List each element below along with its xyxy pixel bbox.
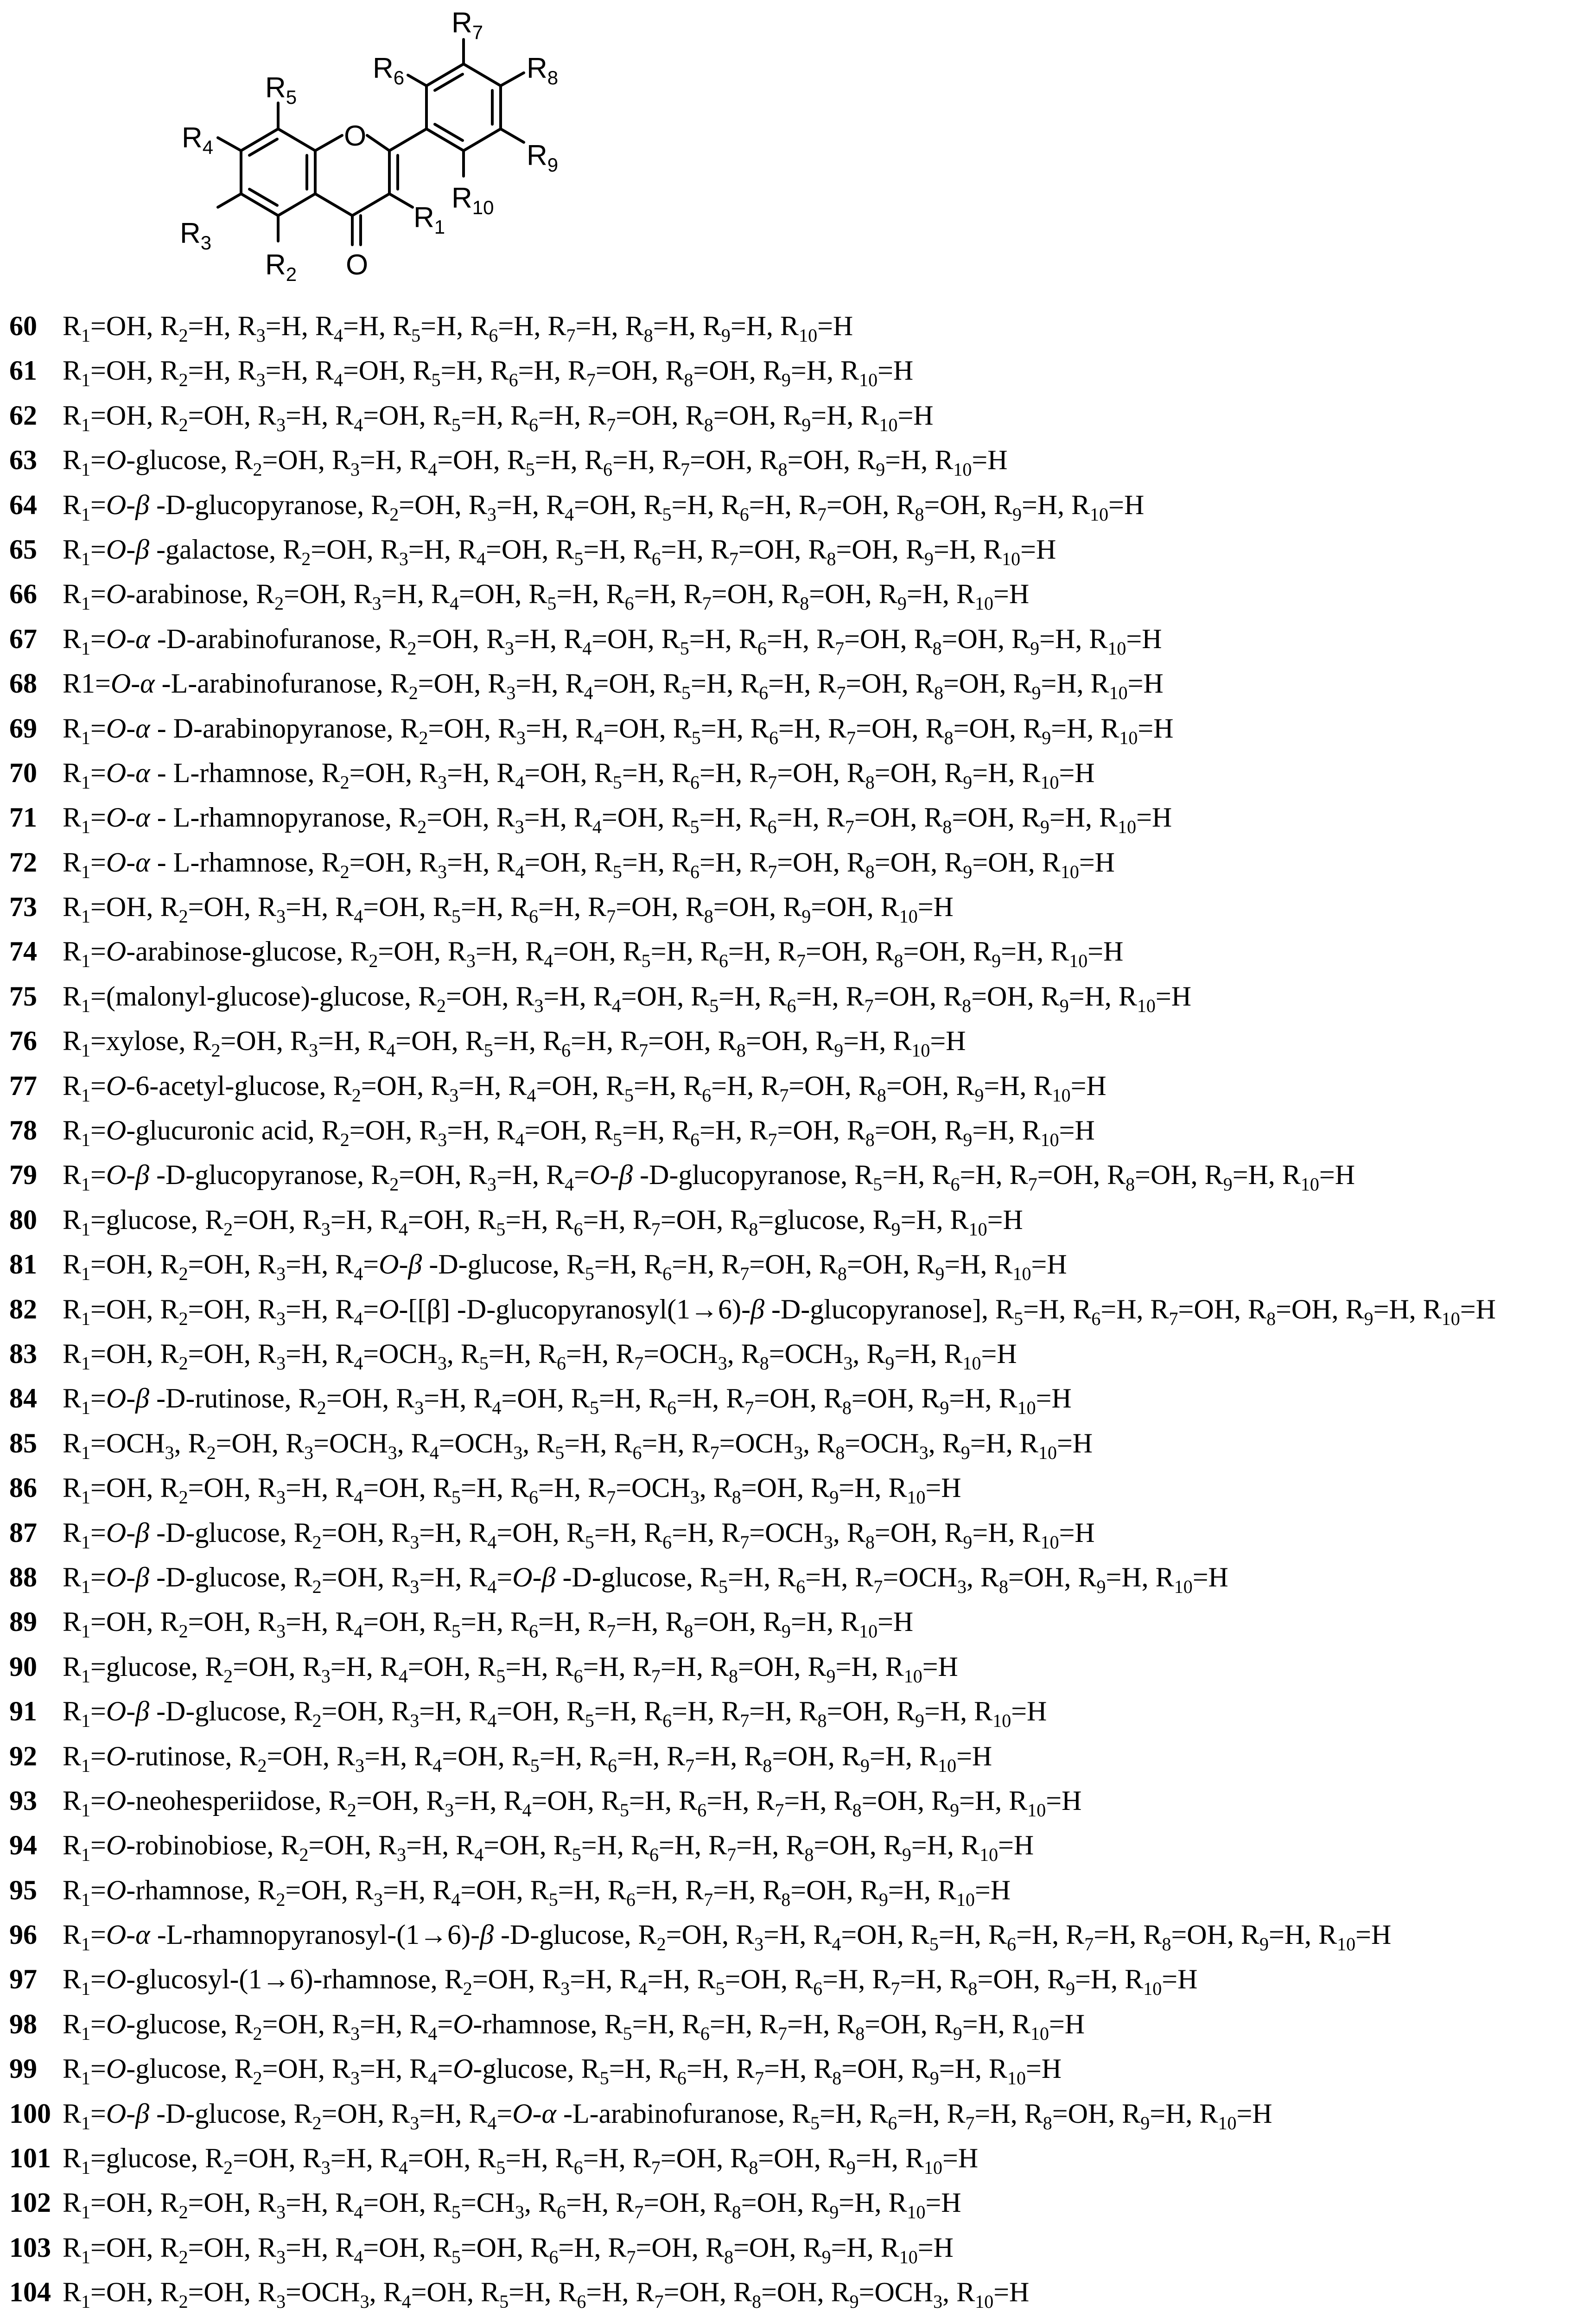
compound-row — [9, 1644, 1595, 1689]
compound-row — [9, 572, 1595, 616]
compound-row — [9, 438, 1595, 482]
compound-row — [9, 1197, 1595, 1242]
compound-number: 79 — [9, 1159, 37, 1191]
compound-row — [9, 1331, 1595, 1376]
compound-row — [9, 706, 1595, 751]
compound-row — [9, 2091, 1595, 2136]
compound-row — [9, 1957, 1595, 2001]
substituent-text: $R_1=glucose$, $R_2=OH$, $R_3=H$, $R_4=OH$, $R_5=H$, $R_6=H$, $R_7=OH$, $R_8=OH$, $R_9=H$, $R_{10}=H$ — [63, 2143, 979, 2178]
carbonyl-oxygen-label: O — [346, 249, 369, 281]
r9-label: $R_9$ — [527, 140, 559, 176]
compound-number: 74 — [9, 936, 37, 967]
substituent-text: $R_1=O-\beta$ -D-glucopyranose, $R_2=OH$, $R_3=H$, $R_4=O-\beta$ -D-glucopyranose, $R_5=H$, $R_6=H$, $R_7=OH$, $R_8=OH$, $R_9=H$, $R_{10}=H$ — [63, 1159, 1355, 1195]
compound-number: 62 — [9, 400, 37, 431]
compound-row — [9, 1465, 1595, 1510]
compound-number: 73 — [9, 892, 37, 923]
compound-row — [9, 1063, 1595, 1108]
compound-number: 82 — [9, 1293, 37, 1325]
compound-row — [9, 1778, 1595, 1823]
substituent-text: $R_1=O$-glucose, $R_2=OH$, $R_3=H$, $R_4=OH$, $R_5=H$, $R_6=H$, $R_7=OH$, $R_8=OH$, $R_9=H$, $R_{10}=H$ — [63, 445, 1008, 480]
compound-number: 84 — [9, 1383, 37, 1414]
compound-number: 78 — [9, 1115, 37, 1146]
r1-label: $R_1$ — [413, 202, 445, 238]
compound-number: 103 — [9, 2232, 51, 2263]
substituent-text: $R_1=OH$, $R_2=H$, $R_3=H$, $R_4=H$, $R_5=H$, $R_6=H$, $R_7=H$, $R_8=H$, $R_9=H$, $R_{10}=H$ — [63, 311, 853, 346]
compound-row — [9, 2136, 1595, 2180]
substituent-list — [9, 304, 1595, 2318]
compound-number: 87 — [9, 1517, 37, 1548]
compound-number: 61 — [9, 355, 37, 386]
compound-row — [9, 483, 1595, 527]
compound-row — [9, 1912, 1595, 1957]
r10-label: $R_{10}$ — [451, 182, 494, 218]
substituent-text: $R_1=O$-glucuronic acid, $R_2=OH$, $R_3=H$, $R_4=OH$, $R_5=H$, $R_6=H$, $R_7=OH$, $R_8=OH$, $R_9=H$, $R_{10}=H$ — [63, 1115, 1095, 1151]
compound-row — [9, 527, 1595, 572]
substituent-text: $R_1=O-\beta$ -D-glucose, $R_2=OH$, $R_3=H$, $R_4=O-\alpha$ -L-arabinofuranose, $R_5=H$, $R_6=H$, $R_7=H$, $R_8=OH$, $R_9=H$, $R_{10}=H$ — [63, 2098, 1272, 2133]
r2-label: $R_2$ — [265, 249, 297, 285]
compound-number: 102 — [9, 2187, 51, 2218]
compound-row — [9, 1153, 1595, 1197]
compound-number: 96 — [9, 1919, 37, 1950]
compound-number: 104 — [9, 2277, 51, 2308]
substituent-text: $R_1=O-\alpha$ - L-rhamnopyranose, $R_2=OH$, $R_3=H$, $R_4=OH$, $R_5=H$, $R_6=H$, $R_7=OH$, $R_8=OH$, $R_9=H$, $R_{10}=H$ — [63, 802, 1172, 838]
compound-number: 100 — [9, 2098, 51, 2129]
compound-row — [9, 1242, 1595, 1286]
substituent-text: $R_1=OH$, $R_2=OH$, $R_3=H$, $R_4=OH$, $R_5=H$, $R_6=H$, $R_7=OH$, $R_8=OH$, $R_9=H$, $R_{10}=H$ — [63, 400, 934, 435]
ring-oxygen-label: O — [344, 120, 367, 152]
compound-number — [9, 2315, 63, 2318]
r5-label: $R_5$ — [265, 72, 297, 108]
compound-row — [9, 304, 1595, 348]
compound-number: 86 — [9, 1472, 37, 1503]
compound-number: 80 — [9, 1204, 37, 1235]
compound-row — [9, 2002, 1595, 2046]
compound-row — [9, 2180, 1595, 2225]
substituent-text: $R_1=O-\beta$ -D-glucose, $R_2=OH$, $R_3=H$, $R_4=O-\beta$ -D-glucose, $R_5=H$, $R_6=H$, $R_7=OCH_3$, $R_8=OH$, $R_9=H$, $R_{10}=H$ — [63, 1561, 1228, 1597]
compound-row — [9, 840, 1595, 885]
substituent-text: $R_1=OH$, $R_2=OH$, $R_3=H$, $R_4=OH$, $R_5=OH$, $R_6=H$, $R_7=OH$, $R_8=OH$, $R_9=H$, $R_{10}=H$ — [63, 2232, 954, 2267]
compound-row — [9, 1689, 1595, 1733]
substituent-text: $R_1=O$-rutinose, $R_2=OH$, $R_3=H$, $R_4=OH$, $R_5=H$, $R_6=H$, $R_7=H$, $R_8=OH$, $R_9=H$, $R_{10}=H$ — [63, 1740, 992, 1776]
compound-row — [9, 2270, 1595, 2314]
compound-number: 60 — [9, 311, 37, 341]
compound-row — [9, 1599, 1595, 1644]
compound-row — [9, 661, 1595, 706]
compound-number: 89 — [9, 1606, 37, 1637]
compound-number: 101 — [9, 2143, 51, 2174]
substituent-text: $R_1=O$-glucose, $R_2=OH$, $R_3=H$, $R_4=O$-rhamnose, $R_5=H$, $R_6=H$, $R_7=H$, $R_8=OH$, $R_9=H$, $R_{10}=H$ — [63, 2008, 1085, 2044]
compound-number: 66 — [9, 579, 37, 610]
flavonol-core-structure — [130, 0, 686, 306]
compound-number: 98 — [9, 2008, 37, 2039]
compound-number: 63 — [9, 445, 37, 476]
substituent-text: $R_1=OH$, $R_2=H$, $R_3=H$, $R_4=OH$, $R_5=H$, $R_6=H$, $R_7=OH$, $R_8=OH$, $R_9=H$, $R_{10}=H$ — [63, 355, 914, 391]
substituent-text: $R_1=O-glucosyl-(1\to 6)$-rhamnose, $R_2=OH$, $R_3=H$, $R_4=H$, $R_5=OH$, $R_6=H$, $R_7=H$, $R_8=OH$, $R_9=H$, $R_{10}=H$ — [63, 1964, 1198, 2000]
compound-row — [9, 1734, 1595, 1778]
substituent-text: $R_1=OCH_3$, $R_2=OH$, $R_3=OCH_3$, $R_4=OCH_3$, $R_5=H$, $R_6=H$, $R_7=OCH_3$, $R_8=OCH_3$, $R_9=H$, $R_{10}=H$ — [63, 1427, 1093, 1463]
compound-row — [9, 2225, 1595, 2270]
substituent-text: $R_1=O-\alpha$ - D-arabinopyranose, $R_2=OH$, $R_3=H$, $R_4=OH$, $R_5=H$, $R_6=H$, $R_7=OH$, $R_8=OH$, $R_9=H$, $R_{10}=H$ — [63, 713, 1174, 748]
r4-label: $R_4$ — [182, 122, 214, 158]
compound-row — [9, 617, 1595, 661]
substituent-text — [63, 2315, 1124, 2318]
substituent-text: $R_1=O-\beta$ -galactose, $R_2=OH$, $R_3=H$, $R_4=OH$, $R_5=H$, $R_6=H$, $R_7=OH$, $R_8=OH$, $R_9=H$, $R_{10}=H$ — [63, 534, 1056, 569]
compound-number: 94 — [9, 1830, 37, 1861]
compound-number: 91 — [9, 1696, 37, 1727]
substituent-text: $R_1=OH$, $R_2=OH$, $R_3=H$, $R_4=OH$, $R_5=CH_3$, $R_6=H$, $R_7=OH$, $R_8=OH$, $R_9=H$, $R_{10}=H$ — [63, 2187, 961, 2223]
substituent-text: $R_1=O$-rhamnose, $R_2=OH$, $R_3=H$, $R_4=OH$, $R_5=H$, $R_6=H$, $R_7=H$, $R_8=OH$, $R_9=H$, $R_{10}=H$ — [63, 1874, 1011, 1910]
compound-number: 77 — [9, 1070, 37, 1101]
compound-number: 75 — [9, 981, 37, 1012]
substituent-text: $R_1=OH$, $R_2=OH$, $R_3=OCH_3$, $R_4=OH$, $R_5=H$, $R_6=H$, $R_7=OH$, $R_8=OH$, $R_9=OCH_3$, $R_{10}=H$ — [63, 2277, 1030, 2312]
compound-row — [9, 751, 1595, 795]
compound-number: 88 — [9, 1561, 37, 1592]
substituent-text: $R_1=O$-robinobiose, $R_2=OH$, $R_3=H$, $R_4=OH$, $R_5=H$, $R_6=H$, $R_7=H$, $R_8=OH$, $R_9=H$, $R_{10}=H$ — [63, 1830, 1034, 1866]
compound-number: 85 — [9, 1427, 37, 1458]
compound-row — [9, 974, 1595, 1019]
compound-number: 68 — [9, 668, 37, 699]
substituent-text: $R_1=O-\beta$ -D-glucopyranose, $R_2=OH$, $R_3=H$, $R_4=OH$, $R_5=H$, $R_6=H$, $R_7=OH$, $R_8=OH$, $R_9=H$, $R_{10}=H$ — [63, 489, 1145, 525]
compound-number: 81 — [9, 1249, 37, 1280]
compound-number: 70 — [9, 757, 37, 788]
compound-number: 64 — [9, 489, 37, 520]
compound-number: 67 — [9, 623, 37, 654]
substituent-text: $R_1=OH$, $R_2=OH$, $R_3=H$, $R_4=O-\beta$ -D-glucose, $R_5=H$, $R_6=H$, $R_7=OH$, $R_8=OH$, $R_9=H$, $R_{10}=H$ — [63, 1249, 1067, 1285]
substituent-text: $R_1=O-\beta$ -D-rutinose, $R_2=OH$, $R_3=H$, $R_4=OH$, $R_5=H$, $R_6=H$, $R_7=OH$, $R_8=OH$, $R_9=H$, $R_{10}=H$ — [63, 1383, 1072, 1419]
substituent-text: $R_1=OH$, $R_2=OH$, $R_3=H$, $R_4=OH$, $R_5=H$, $R_6=H$, $R_7=H$, $R_8=OH$, $R_9=H$, $R_{10}=H$ — [63, 1606, 914, 1642]
compound-row — [9, 1376, 1595, 1420]
compound-number: 90 — [9, 1651, 37, 1682]
compound-row — [9, 2046, 1595, 2091]
compound-row — [9, 1823, 1595, 1867]
substituent-text: $R_1=O-arabinose$-glucose, $R_2=OH$, $R_3=H$, $R_4=OH$, $R_5=H$, $R_6=H$, $R_7=OH$, $R_8=OH$, $R_9=H$, $R_{10}=H$ — [63, 936, 1124, 972]
substituent-text: $R_1=O$-arabinose, $R_2=OH$, $R_3=H$, $R_4=OH$, $R_5=H$, $R_6=H$, $R_7=OH$, $R_8=OH$, $R_9=H$, $R_{10}=H$ — [63, 579, 1030, 614]
compound-number: 99 — [9, 2053, 37, 2084]
substituent-text: $R_1=O$-neohesperiidose, $R_2=OH$, $R_3=H$, $R_4=OH$, $R_5=H$, $R_6=H$, $R_7=H$, $R_8=OH$, $R_9=H$, $R_{10}=H$ — [63, 1785, 1082, 1821]
compound-row — [9, 1108, 1595, 1153]
substituent-text: $R_1=OH$, $R_2=OH$, $R_3=H$, $R_4=OH$, $R_5=H$, $R_6=H$, $R_7=OH$, $R_8=OH$, $R_9=OH$, $R_{10}=H$ — [63, 892, 954, 927]
compound-row — [9, 1421, 1595, 1465]
substituent-text: $R_1=O$-glucose, $R_2=OH$, $R_3=H$, $R_4=O$-glucose, $R_5=H$, $R_6=H$, $R_7=H$, $R_8=OH$, $R_9=H$, $R_{10}=H$ — [63, 2053, 1062, 2089]
compound-number: 93 — [9, 1785, 37, 1816]
compound-row — [9, 1868, 1595, 1912]
substituent-text: R1=O-α -L-arabinofuranose, $R_2=OH$, $R_3=H$, $R_4=OH$, $R_5=H$, $R_6=H$, $R_7=OH$, $R_8=OH$, $R_9=H$, $R_{10}=H$ — [63, 668, 1164, 704]
compound-number: 83 — [9, 1338, 37, 1369]
compound-row — [9, 1287, 1595, 1331]
compound-row — [9, 1019, 1595, 1063]
r8-label: $R_8$ — [527, 52, 559, 89]
compound-number: 71 — [9, 802, 37, 833]
compound-number: 92 — [9, 1740, 37, 1771]
substituent-text: $R_1=glucose$, $R_2=OH$, $R_3=H$, $R_4=OH$, $R_5=H$, $R_6=H$, $R_7=H$, $R_8=OH$, $R_9=H$, $R_{10}=H$ — [63, 1651, 958, 1687]
substituent-text: $R_1=OH$, $R_2=OH$, $R_3=H$, $R_4=O-[[\beta]$ -D-glucopyranosyl(1→6)-β -D-glucopyranose], $R_5=H$, $R_6=H$, $R_7=OH$, $R_8=OH$, $R_9=H$, $R_{10}=H$ — [63, 1293, 1496, 1329]
substituent-text: $R_1=OH$, $R_2=OH$, $R_3=H$, $R_4=OH$, $R_5=H$, $R_6=H$, $R_7=OCH_3$, $R_8=OH$, $R_9=H$, $R_{10}=H$ — [63, 1472, 961, 1508]
r7-label: $R_7$ — [451, 7, 483, 43]
substituent-text: $R_1=glucose$, $R_2=OH$, $R_3=H$, $R_4=OH$, $R_5=H$, $R_6=H$, $R_7=OH$, $R_8=glucose$, $R_9=H$, $R_{10}=H$ — [63, 1204, 1023, 1240]
compound-row — [9, 885, 1595, 929]
substituent-text: $R_1=O-\alpha$ - L-rhamnose, $R_2=OH$, $R_3=H$, $R_4=OH$, $R_5=H$, $R_6=H$, $R_7=OH$, $R_8=OH$, $R_9=OH$, $R_{10}=H$ — [63, 847, 1115, 882]
compound-row — [9, 1555, 1595, 1599]
compound-number: 65 — [9, 534, 37, 565]
substituent-text: $R_1=(malonyl-glucose)$-glucose, $R_2=OH$, $R_3=H$, $R_4=OH$, $R_5=H$, $R_6=H$, $R_7=OH$, $R_8=OH$, $R_9=H$, $R_{10}=H$ — [63, 981, 1192, 1016]
compound-row — [9, 929, 1595, 974]
compound-number: 69 — [9, 713, 37, 744]
substituent-text: $R_1=OH$, $R_2=OH$, $R_3=H$, $R_4=OCH_3$, $R_5=H$, $R_6=H$, $R_7=OCH_3$, $R_8=OCH_3$, $R_9=H$, $R_{10}=H$ — [63, 1338, 1017, 1374]
compound-row — [9, 393, 1595, 438]
substituent-text: $R_1=O-\alpha$ -D-arabinofuranose, $R_2=OH$, $R_3=H$, $R_4=OH$, $R_5=H$, $R_6=H$, $R_7=OH$, $R_8=OH$, $R_9=H$, $R_{10}=H$ — [63, 623, 1162, 659]
compound-number: 72 — [9, 847, 37, 878]
substituent-text: $R_1=O-\beta$ -D-glucose, $R_2=OH$, $R_3=H$, $R_4=OH$, $R_5=H$, $R_6=H$, $R_7=OCH_3$, $R_8=OH$, $R_9=H$, $R_{10}=H$ — [63, 1517, 1095, 1553]
substituent-text: $R_1=O-\alpha$ - L-rhamnose, $R_2=OH$, $R_3=H$, $R_4=OH$, $R_5=H$, $R_6=H$, $R_7=OH$, $R_8=OH$, $R_9=H$, $R_{10}=H$ — [63, 757, 1095, 793]
compound-row — [9, 348, 1595, 393]
compound-number: 95 — [9, 1874, 37, 1905]
substituent-text: $R_1=O-6-acetyl$-glucose, $R_2=OH$, $R_3=H$, $R_4=OH$, $R_5=H$, $R_6=H$, $R_7=OH$, $R_8=OH$, $R_9=H$, $R_{10}=H$ — [63, 1070, 1106, 1106]
compound-number: 97 — [9, 1964, 37, 1995]
compound-row — [9, 795, 1595, 840]
substituent-text: $R_1=xylose$, $R_2=OH$, $R_3=H$, $R_4=OH$, $R_5=H$, $R_6=H$, $R_7=OH$, $R_8=OH$, $R_9=H$, $R_{10}=H$ — [63, 1025, 966, 1061]
substituent-text: $R_1=O-\beta$ -D-glucose, $R_2=OH$, $R_3=H$, $R_4=OH$, $R_5=H$, $R_6=H$, $R_7=H$, $R_8=OH$, $R_9=H$, $R_{10}=H$ — [63, 1696, 1047, 1732]
r6-label: $R_6$ — [373, 52, 405, 89]
compound-row — [9, 1510, 1595, 1555]
r3-label: $R_3$ — [180, 217, 212, 254]
substituent-text: $R_1=O-\alpha$ -L-rhamnopyranosyl-(1→6)-β -D-glucose, $R_2=OH$, $R_3=H$, $R_4=OH$, $R_5=H$, $R_6=H$, $R_7=H$, $R_8=OH$, $R_9=H$, $R_{10}=H$ — [63, 1919, 1392, 1955]
compound-number: 76 — [9, 1025, 37, 1057]
compound-row — [9, 2315, 1595, 2318]
